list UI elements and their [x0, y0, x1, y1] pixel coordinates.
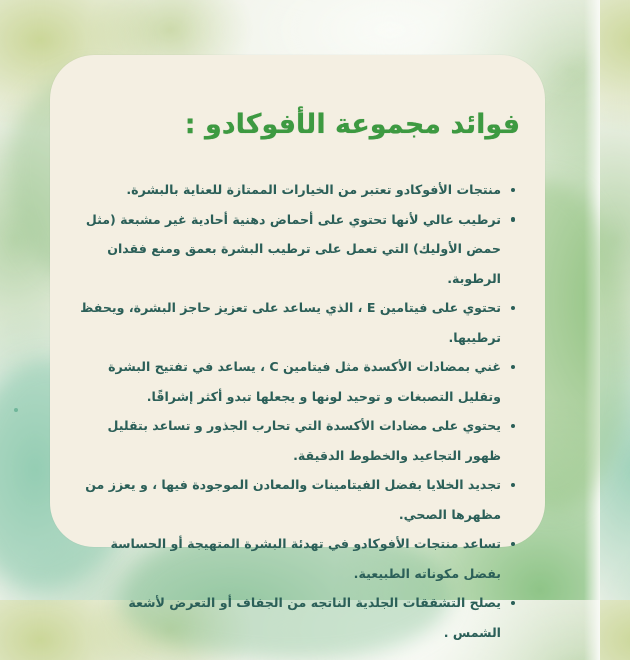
benefit-item: منتجات الأفوكادو تعتبر من الخيارات الممتازة للعناية بالبشرة.: [80, 175, 516, 205]
benefit-item: ترطيب عالي لأنها تحتوي على أحماض دهنية أحادية غير مشبعة (مثل حمض الأوليك) التي تعمل على ترطيب البشرة بعمق ومنع فقدان الرطوبة.: [80, 205, 516, 294]
benefit-item: تساعد منتجات الأفوكادو في تهدئة البشرة المتهيجة أو الحساسة بفضل مكوناته الطبيعية.: [80, 529, 516, 588]
benefits-list: [80, 175, 516, 647]
benefit-item: تجديد الخلايا بفضل الفيتامينات والمعادن الموجودة فيها ، و يعزز من مظهرها الصحي.: [80, 470, 516, 529]
benefit-item: يحتوي على مضادات الأكسدة التي تحارب الجذور و تساعد بتقليل ظهور التجاعيد والخطوط الدقيقة.: [80, 411, 516, 470]
page-title: فوائد مجموعة الأفوكادو :: [184, 109, 520, 140]
paint-speck: [14, 408, 18, 412]
content-card: [50, 55, 545, 640]
benefit-item: غني بمضادات الأكسدة مثل فيتامين C ، يساعد في تفتيح البشرة وتقليل التصبغات و توحيد لونها و يجعلها تبدو أكثر إشراقًا.: [80, 352, 516, 411]
benefit-item: يصلح التشققات الجلدية الناتجه من الجفاف أو التعرض لأشعة الشمس .: [80, 588, 516, 647]
benefit-item: تحتوي على فيتامين E ، الذي يساعد على تعزيز حاجز البشرة، ويحفظ ترطيبها.: [80, 293, 516, 352]
